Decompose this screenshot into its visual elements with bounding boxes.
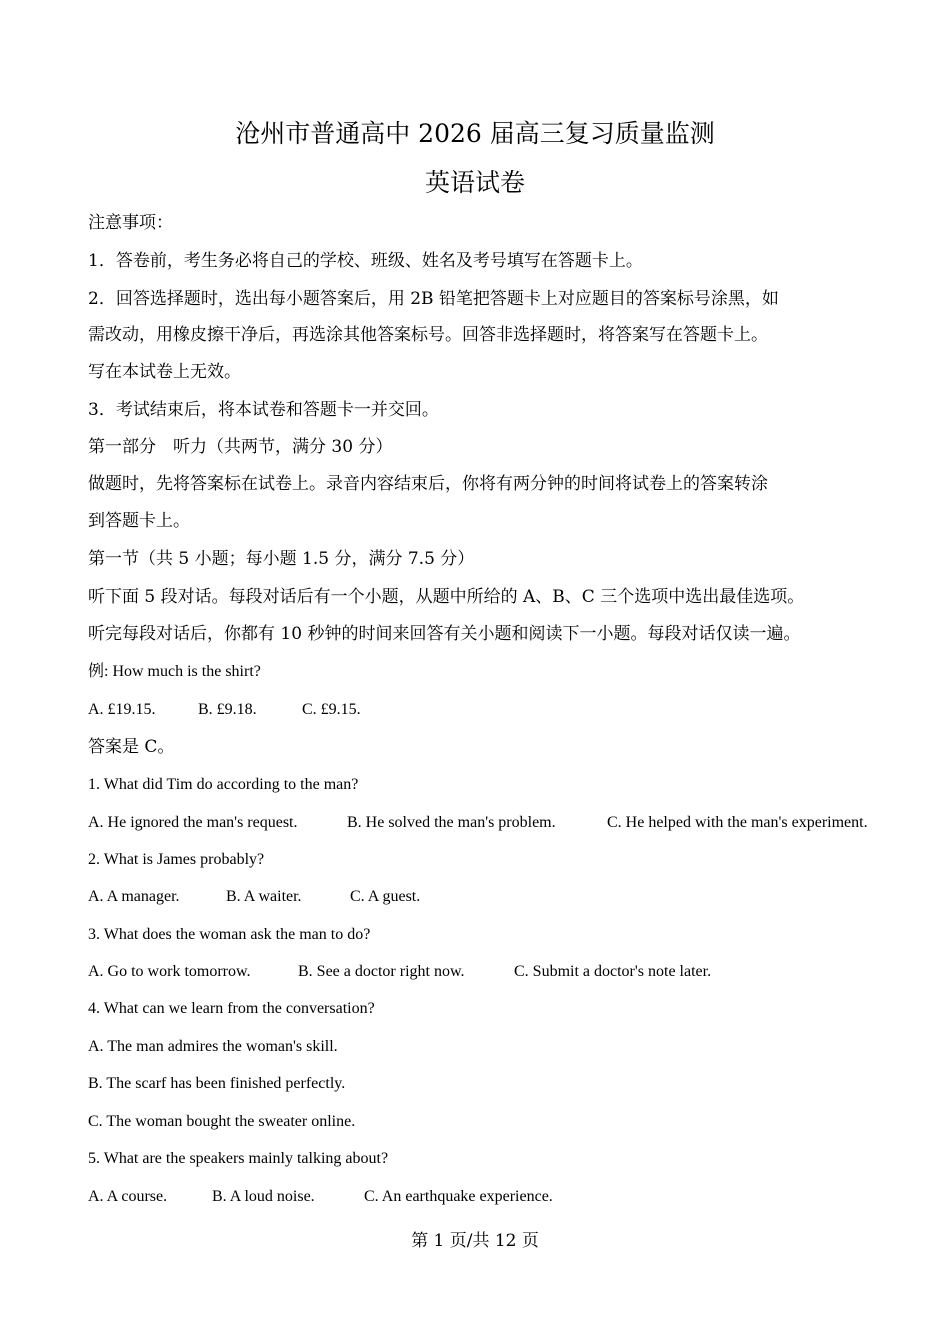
example-option-b: B. £9.18. [198,701,257,718]
part1-intro-line-1: 做题时，先将答案标在试卷上。录音内容结束后，你将有两分钟的时间将试卷上的答案转涂 [88,474,768,494]
q1-option-b: B. He solved the man's problem. [347,814,556,831]
note-2-line-2: 需改动，用橡皮擦干净后，再选涂其他答案标号。回答非选择题时，将答案写在答题卡上。 [88,325,768,345]
exam-title: 沧州市普通高中 2026 届高三复习质量监测 [235,119,715,148]
q5-option-b: B. A loud noise. [212,1188,315,1205]
q2-option-b: B. A waiter. [226,888,302,905]
part1-heading: 第一部分 听力（共两节，满分 30 分） [88,437,393,457]
example-option-c: C. £9.15. [302,701,361,718]
q4-option-c: C. The woman bought the sweater online. [88,1113,356,1130]
example-answer: 答案是 C。 [88,737,175,757]
q5-option-a: A. A course. [88,1188,168,1205]
q3-option-c: C. Submit a doctor's note later. [514,963,712,980]
q1-option-c: C. He helped with the man's experiment. [607,814,868,831]
q4-option-a: A. The man admires the woman's skill. [88,1038,338,1055]
section1-instruction-line-2: 听完每段对话后，你都有 10 秒钟的时间来回答有关小题和阅读下一小题。每段对话仅读一遍。 [88,624,801,644]
q2-option-c: C. A guest. [350,888,421,905]
part1-intro-line-2: 到答题卡上。 [88,511,190,531]
example-question: 例: How much is the shirt? [88,663,261,680]
note-2-line-1: 2．回答选择题时，选出每小题答案后，用 2B 铅笔把答题卡上对应题目的答案标号涂黑，如 [88,289,779,309]
q3-option-a: A. Go to work tomorrow. [88,963,251,980]
q1-option-a: A. He ignored the man's request. [88,814,298,831]
question-3: 3. What does the woman ask the man to do? [88,926,371,943]
q4-option-b: B. The scarf has been finished perfectly. [88,1075,346,1092]
exam-subtitle: 英语试卷 [424,168,525,197]
q2-option-a: A. A manager. [88,888,180,905]
question-1: 1. What did Tim do according to the man? [88,776,359,793]
question-2: 2. What is James probably? [88,851,265,868]
note-2-line-3: 写在本试卷上无效。 [88,362,241,382]
section1-heading: 第一节（共 5 小题；每小题 1.5 分，满分 7.5 分） [88,549,475,569]
notes-heading: 注意事项： [88,213,173,233]
q5-option-c: C. An earthquake experience. [364,1188,553,1205]
section1-instruction-line-1: 听下面 5 段对话。每段对话后有一个小题，从题中所给的 A、B、C 三个选项中选出最佳选项。 [88,587,805,607]
question-5: 5. What are the speakers mainly talking about? [88,1150,389,1167]
note-1: 1．答卷前，考生务必将自己的学校、班级、姓名及考号填写在答题卡上。 [88,251,643,271]
page-number: 第 1 页/共 12 页 [411,1231,539,1251]
question-4: 4. What can we learn from the conversation? [88,1000,375,1017]
note-3: 3．考试结束后，将本试卷和答题卡一并交回。 [88,400,439,420]
example-option-a: A. £19.15. [88,701,156,718]
q3-option-b: B. See a doctor right now. [298,963,465,980]
